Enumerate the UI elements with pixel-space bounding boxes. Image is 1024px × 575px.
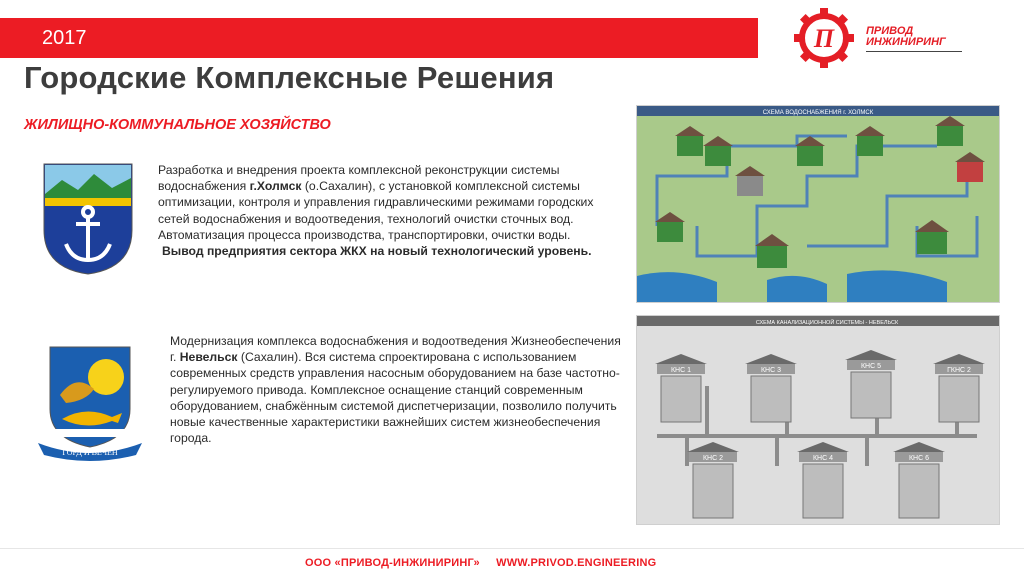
station-row-bottom bbox=[687, 442, 945, 518]
nevelsk-intro: Модернизация комплекса водоснабжения и водоотведения Жизнеобеспечения г. bbox=[170, 334, 621, 365]
logo-line1: ПРИВОД bbox=[866, 25, 914, 37]
station-label: КНС 6 bbox=[908, 455, 930, 462]
gear-icon bbox=[794, 8, 854, 68]
logo-underline bbox=[866, 51, 962, 52]
sewage-scada-image bbox=[636, 315, 1000, 525]
station-label: КНС 3 bbox=[760, 367, 782, 374]
svg-text:П: П bbox=[813, 24, 835, 53]
header-red-bar bbox=[0, 18, 758, 58]
section-subtitle: ЖИЛИЩНО-КОММУНАЛЬНОЕ ХОЗЯЙСТВО bbox=[24, 117, 331, 133]
year-label: 2017 bbox=[42, 27, 87, 49]
station-label: КНС 1 bbox=[670, 367, 692, 374]
station-label: КНС 5 bbox=[860, 363, 882, 370]
holmsk-description bbox=[158, 162, 624, 259]
holmsk-intro: Разработка и внедрения проекта комплексной реконструкции системы водоснабжения bbox=[158, 163, 560, 194]
scada1-title: СХЕМА ВОДОСНАБЖЕНИЯ г. ХОЛМСК bbox=[762, 110, 874, 116]
water-supply-scada-image bbox=[636, 105, 1000, 303]
station-label: ГКНС 2 bbox=[947, 367, 971, 374]
crest-motto: ГОРД И ВЕЧЕН bbox=[62, 448, 118, 457]
nevelsk-city: Невельск bbox=[179, 350, 238, 365]
station-label: КНС 2 bbox=[702, 455, 724, 462]
holmsk-middle: (о.Сахалин), с установкой комплексной системы оптимизации, контроля и управления гидравлическими режимами городских сетей водоснабжения и водоотведения, технологий очистки сточных вод. Автоматизация процесса производства, транспортировки, очистки воды. bbox=[158, 179, 594, 242]
holmsk-crest bbox=[40, 160, 136, 276]
scada2-title: СХЕМА КАНАЛИЗАЦИОННОЙ СИСТЕМЫ - НЕВЕЛЬСК bbox=[755, 320, 899, 326]
page-title: Городские Комплексные Решения bbox=[24, 60, 555, 95]
logo-text bbox=[866, 26, 946, 48]
footer-text: ООО «ПРИВОД-ИНЖИНИРИНГ» WWW.PRIVOD.ENGINEERING bbox=[305, 557, 657, 569]
holmsk-conclusion: Вывод предприятия сектора ЖКХ на новый технологический уровень. bbox=[162, 244, 592, 259]
station-label: КНС 4 bbox=[812, 455, 834, 462]
nevelsk-crest bbox=[36, 343, 144, 461]
holmsk-city: г.Холмск bbox=[249, 179, 302, 194]
logo-line2: ИНЖИНИРИНГ bbox=[866, 36, 946, 48]
nevelsk-rest: (Сахалин). Вся система спроектирована с использованием современных средств управления насосным оборудованием на базе частотно-регулируемого привода. Комплексное оснащение станций современным оборудованием, снабжённым системой диспетчеризации, позволило получить новые качественные характеристики важнейших систем жизнеобеспечения города. bbox=[170, 350, 620, 446]
nevelsk-description bbox=[170, 333, 626, 446]
